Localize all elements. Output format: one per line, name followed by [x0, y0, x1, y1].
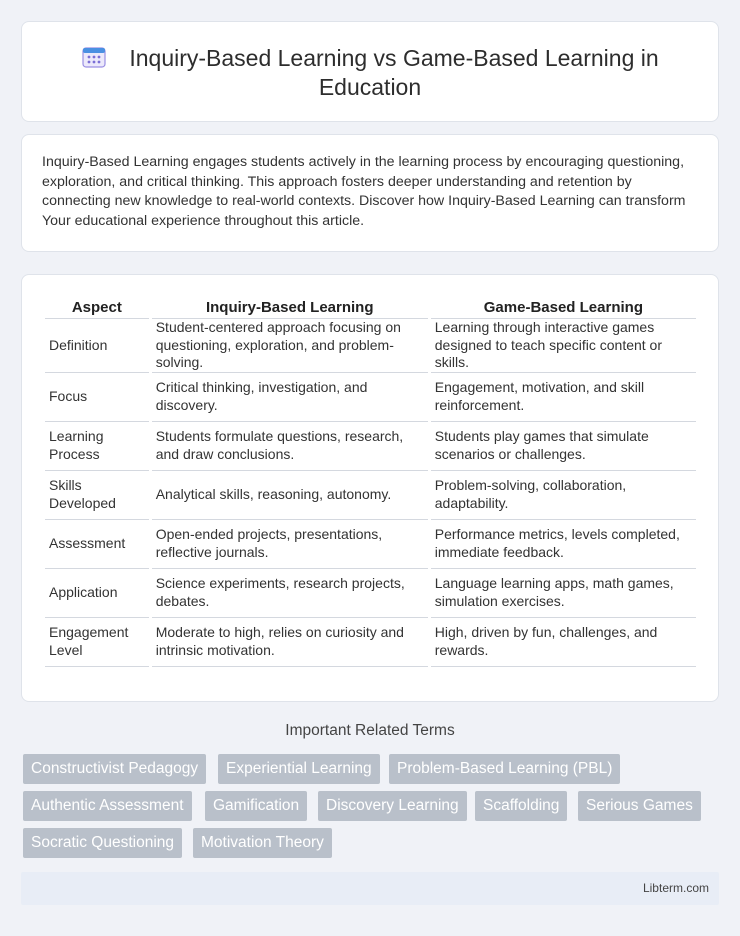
comparison-table-card: [21, 274, 719, 702]
aspect-cell: Application: [45, 569, 149, 618]
tag-problem-based-learning[interactable]: Problem-Based Learning (PBL): [389, 754, 620, 784]
inquiry-cell: Students formulate questions, research, and draw conclusions.: [152, 422, 428, 471]
inquiry-cell: Moderate to high, relies on curiosity and intrinsic motivation.: [152, 618, 428, 667]
tag-experiential-learning[interactable]: Experiential Learning: [218, 754, 380, 784]
calendar-icon: [81, 45, 107, 69]
tag-authentic-assessment[interactable]: Authentic Assessment: [23, 791, 192, 821]
tag-motivation-theory[interactable]: Motivation Theory: [193, 828, 332, 858]
tag-gamification[interactable]: Gamification: [205, 791, 307, 821]
aspect-cell: Focus: [45, 373, 149, 422]
comparison-table: [42, 296, 699, 667]
inquiry-cell: Open-ended projects, presentations, reflective journals.: [152, 520, 428, 569]
table-row: [45, 373, 696, 422]
table-row: [45, 520, 696, 569]
tag-scaffolding[interactable]: Scaffolding: [475, 791, 567, 821]
title-card: [21, 21, 719, 122]
header-inquiry-based: Inquiry-Based Learning: [152, 296, 428, 319]
footer: [21, 872, 719, 905]
table-row: [45, 422, 696, 471]
aspect-cell: Assessment: [45, 520, 149, 569]
page-title: [81, 45, 658, 100]
intro-card: [21, 134, 719, 252]
inquiry-cell: Analytical skills, reasoning, autonomy.: [152, 471, 428, 520]
inquiry-cell: Critical thinking, investigation, and discovery.: [152, 373, 428, 422]
aspect-cell: Engagement Level: [45, 618, 149, 667]
table-header-row: [45, 296, 696, 319]
inquiry-cell: Science experiments, research projects, debates.: [152, 569, 428, 618]
game-cell: Engagement, motivation, and skill reinforcement.: [431, 373, 696, 422]
header-aspect: Aspect: [45, 296, 149, 319]
intro-paragraph: Inquiry-Based Learning engages students actively in the learning process by encouraging questioning, exploration, and critical thinking. This approach fosters deeper understanding and retention by connecting new knowledge to real-world contexts. Discover how Inquiry-Based Learning can transform Your educational experience throughout this article.: [42, 154, 686, 229]
table-row: [45, 319, 696, 373]
table-row: [45, 569, 696, 618]
inquiry-cell: Student-centered approach focusing on questioning, exploration, and problem-solving.: [152, 319, 428, 373]
tag-serious-games[interactable]: Serious Games: [578, 791, 701, 821]
aspect-cell: Learning Process: [45, 422, 149, 471]
tag-socratic-questioning[interactable]: Socratic Questioning: [23, 828, 182, 858]
footer-site-link[interactable]: Libterm.com: [642, 881, 709, 895]
game-cell: Performance metrics, levels completed, immediate feedback.: [431, 520, 696, 569]
game-cell: Problem-solving, collaboration, adaptability.: [431, 471, 696, 520]
title-wrap: [22, 44, 718, 102]
game-cell: Learning through interactive games designed to teach specific content or skills.: [431, 319, 696, 373]
game-cell: High, driven by fun, challenges, and rewards.: [431, 618, 696, 667]
table-row: [45, 618, 696, 667]
tag-constructivist-pedagogy[interactable]: Constructivist Pedagogy: [23, 754, 206, 784]
aspect-cell: Skills Developed: [45, 471, 149, 520]
header-game-based: Game-Based Learning: [431, 296, 696, 319]
aspect-cell: Definition: [45, 319, 149, 373]
table-row: [45, 471, 696, 520]
tag-discovery-learning[interactable]: Discovery Learning: [318, 791, 467, 821]
related-terms-heading: Important Related Terms: [285, 722, 455, 739]
page-title-text: Inquiry-Based Learning vs Game-Based Learning in Education: [129, 45, 659, 100]
game-cell: Language learning apps, math games, simulation exercises.: [431, 569, 696, 618]
game-cell: Students play games that simulate scenarios or challenges.: [431, 422, 696, 471]
